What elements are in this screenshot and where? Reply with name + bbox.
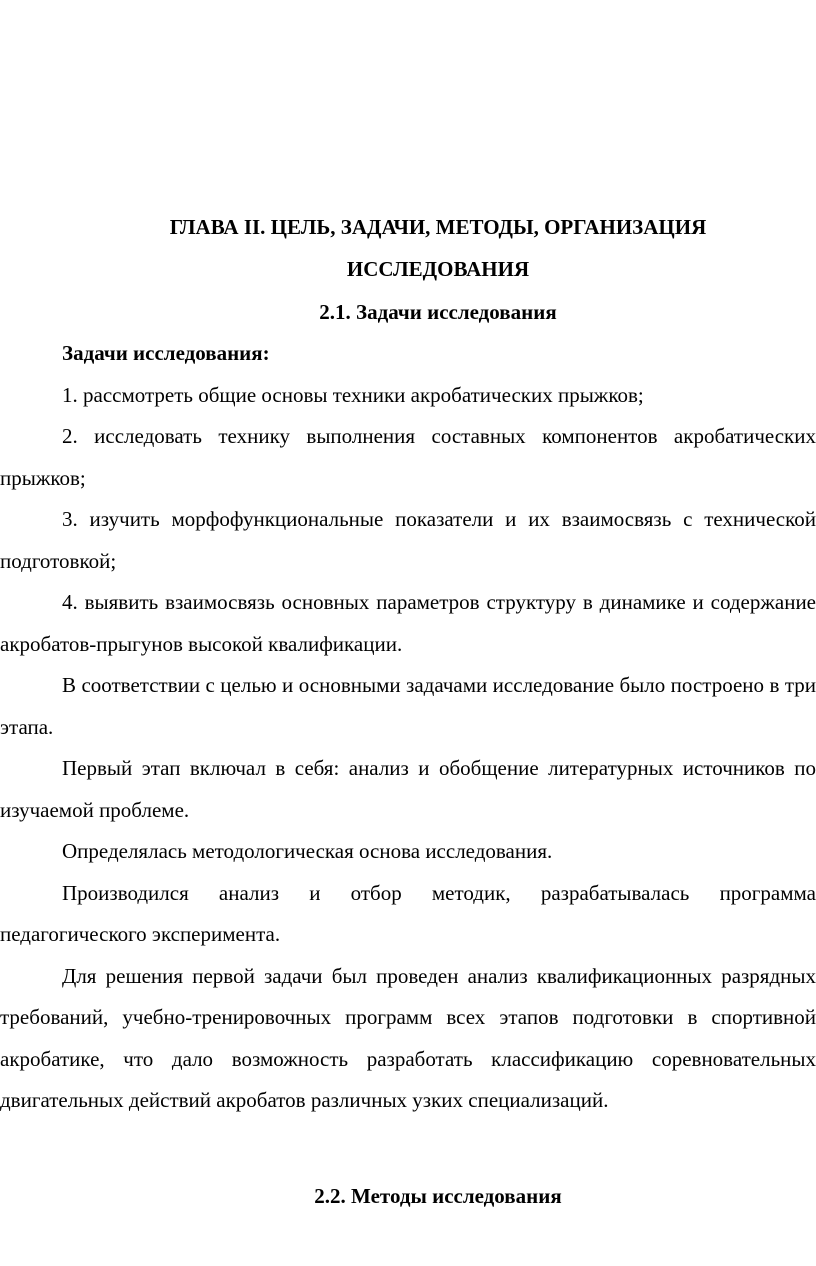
paragraph-first-stage: Первый этап включал в себя: анализ и обобщение литературных источников по изучаемой проблеме.: [0, 756, 816, 822]
section-heading-methods: 2.2. Методы исследования: [314, 1184, 562, 1208]
task-item-3: 3. изучить морфофункциональные показатели и их взаимосвязь с технической подготовкой;: [0, 507, 816, 573]
paragraph-methods-selection: Производился анализ и отбор методик, разрабатывалась программа педагогического эксперимента.: [0, 880, 816, 946]
section-heading-tasks: 2.1. Задачи исследования: [319, 300, 557, 324]
body-text: [0, 333, 816, 1122]
task-item-2: 2. исследовать технику выполнения составных компонентов акробатических прыжков;: [0, 424, 816, 490]
paragraph-stages: В соответствии с целью и основными задачами исследование было построено в три этапа.: [0, 673, 816, 739]
tasks-label: Задачи исследования:: [62, 341, 270, 365]
paragraph-methodology: Определялась методологическая основа исследования.: [62, 839, 553, 863]
paragraph-first-task: Для решения первой задачи был проведен анализ квалификационных разрядных требований, учебно-тренировочных программ всех этапов подготовки в спортивной акробатике, что дало возможность разработать классификацию соревновательных двигательных действий акробатов различных узких специализаций.: [0, 963, 816, 1112]
chapter-title-line2: ИССЛЕДОВАНИЯ: [346, 257, 530, 281]
task-item-4: 4. выявить взаимосвязь основных параметров структуру в динамике и содержание акробатов-прыгунов высокой квалификации.: [0, 590, 816, 656]
chapter-title: [60, 206, 816, 290]
task-item-1: 1. рассмотреть общие основы техники акробатических прыжков;: [62, 382, 644, 407]
chapter-title-line1: ГЛАВА II. ЦЕЛЬ, ЗАДАЧИ, МЕТОДЫ, ОРГАНИЗАЦИЯ: [169, 215, 707, 239]
